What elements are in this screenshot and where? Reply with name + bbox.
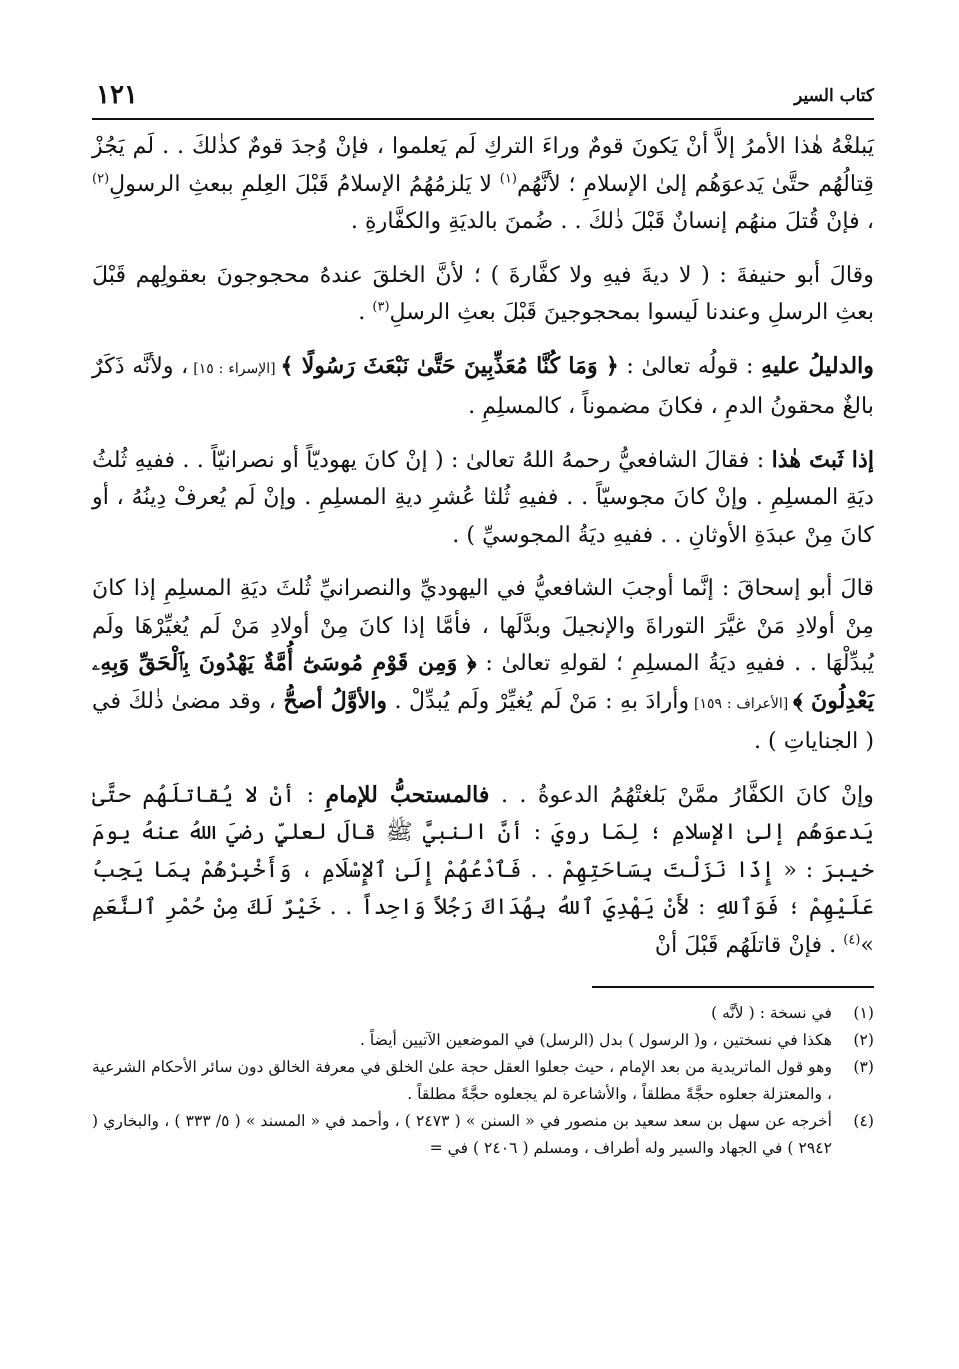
footnote-number: (٤) — [853, 1112, 874, 1130]
bold-ruling: والأوَّلُ أصحُّ — [283, 687, 388, 714]
footnote-ref-2[interactable]: (٢) — [92, 171, 110, 187]
footnote-text: هكذا في نسختين ، و( الرسول ) بدل (الرسل) في الموضعين الآتيين أيضاً . — [360, 1031, 832, 1049]
text: . فإنْ قاتلَهُم قَبْلَ أنْ — [654, 931, 844, 958]
paragraph-6 — [92, 777, 874, 965]
footnote-text: أخرجه عن سهل بن سعد سعيد بن منصور في « السنن » ( ٢٤٧٣ ) ، وأحمد في « المسند » ( ٥/ ٣٣٣ ) ، والبخاري ( ٢٩٤٢ ) في الجهاد والسير وله أطراف ، ومسلم ( ٢٤٠٦ ) في = — [92, 1112, 833, 1157]
footnote-3 — [92, 1054, 874, 1108]
verse-citation: [الإسراء : ١٥] — [188, 360, 281, 377]
footnote-ref-4[interactable]: (٤) — [843, 932, 861, 948]
footnote-2 — [92, 1027, 874, 1054]
text: يَبلغْهُ هٰذا الأمرُ إلاَّ أنْ يَكونَ قومٌ وراءَ التركِ لَم يَعلموا ، فإنْ وُجدَ قومٌ كذٰلكَ . . لَم يَجُزْ قِتالُهُم حتَّىٰ يَدعوَهُم إلىٰ الإسلامِ ؛ لأنَّهُم — [92, 133, 874, 197]
footnote-4 — [92, 1108, 874, 1162]
paragraph-2 — [92, 257, 874, 332]
footnote-text: في نسخة : ( لأنَّه ) — [711, 1004, 832, 1022]
quran-verse: ﴿ وَمَا كُنَّا مُعَذِّبِينَ حَتَّىٰ نَبْعَثَ رَسُولًا ﴾ — [280, 352, 619, 379]
text: وإنْ كانَ الكفَّارُ ممَّنْ بَلغتْهُمُ الدعوةُ . . — [489, 781, 874, 808]
text: لا يَلزمُهُمُ الإسلامُ قَبْلَ العِلمِ ببعثِ الرسولِ — [109, 170, 500, 197]
footnotes — [92, 1000, 874, 1162]
footnote-ref-3[interactable]: (٣) — [372, 299, 390, 315]
book-page — [92, 78, 874, 1162]
text: : قولُه تعالىٰ : — [618, 352, 762, 379]
bold-lead: والدليلُ عليهِ — [761, 352, 874, 379]
bold-ruling: فالمستحبُّ للإمامِ — [325, 781, 490, 808]
paragraph-1 — [92, 128, 874, 241]
quran-verse: ﴿ وَمِن قَوْمِ مُوسَىٰٓ أُمَّةٌ يَهْدُونَ بِٱلْحَقِّ وَبِهِۦ يَعْدِلُونَ ﴾ — [92, 650, 874, 714]
page-header — [92, 78, 874, 120]
footnote-number: (٢) — [853, 1031, 874, 1049]
footnote-number: (٣) — [853, 1058, 874, 1076]
page-number: ١٢١ — [96, 80, 138, 110]
book-title: كتاب السير — [794, 86, 874, 106]
text: ، ولأنَّه ذَكَرٌ بالغٌ محقونُ الدمِ ، فكانَ مضموناً ، كالمسلِمِ . — [92, 352, 874, 419]
paragraph-4 — [92, 442, 874, 555]
text: وقالَ أبو حنيفةَ : ( لا ديةَ فيهِ ولا كفَّارةَ ) ؛ لأنَّ الخلقَ عندهُ محجوجونَ بعقولِهم قَبْلَ بعثِ الرسلِ وعندنا لَيسوا بمحجوجينَ قَبْلَ بعثِ الرسلِ — [92, 261, 874, 325]
text: : فقالَ الشافعيُّ رحمهُ اللهُ تعالىٰ : ( إنْ كانَ يهوديّاً أو نصرانيّاً . . ففيهِ ثُلثُ ديَةِ المسلِمِ . وإنْ كانَ مجوسيّاً . . ففيهِ ثُلثا عُشرِ ديةِ المسلِمِ . وإنْ لَم يُعرفْ دِينُهُ ، أو كانَ مِنْ عبدَةِ الأوثانِ . . ففيهِ ديَةُ المجوسيِّ ) . — [92, 446, 874, 548]
text: ، وقد مضىٰ ذٰلكَ في ( الجناياتِ ) . — [92, 687, 874, 754]
text: : أنْ لا يُقاتلَهُم حتَّىٰ يَدعوَهُم إلىٰ الإسلامِ ؛ لِمَا رويَ : أنَّ النبيَّ ﷺ قالَ لعليٍّ رضيَ اللهُ عنهُ يومَ خيبرَ : « إِذَا نَزَلْتَ بِسَاحَتِهِمْ . . فَٱدْعُهُمْ إِلَىٰ ٱلإِسْلَامِ ، وَأَخْبِرْهُمْ بِمَا يَجِبُ عَلَيْهِمْ ؛ فَوَٱللهِ : لأَنْ يَهْدِيَ ٱللهُ بِهُدَاكَ رَجُلاً وَاحِداً . . خَيْرٌ لَكَ مِنْ حُمْرِ ٱلنَّعَمِ » — [92, 781, 874, 958]
footnote-ref-1[interactable]: (١) — [499, 171, 517, 187]
paragraph-5 — [92, 570, 874, 761]
main-text — [92, 128, 874, 964]
text: وأرادَ بهِ : مَنْ لَم يُغيِّرْ ولَم يُبدِّلْ . — [387, 687, 690, 714]
footnote-separator — [592, 986, 874, 988]
footnote-1 — [92, 1000, 874, 1027]
footnote-number: (١) — [853, 1004, 874, 1022]
footnote-text: وهو قول الماتريدية من بعد الإمام ، حيث جعلوا العقل حجة علىٰ الخلق في معرفة الخالق دون سائر الأحكام الشرعية ، والمعتزلة جعلوه حجَّةً مطلقاً ، والأشاعرة لم يجعلوه حجَّةً مطلقاً . — [92, 1058, 832, 1103]
verse-citation: [الأعراف : ١٥٩] — [689, 695, 794, 712]
text: ، فإنْ قُتلَ منهُم إنسانٌ قَبْلَ ذٰلكَ . . ضُمنَ بالديَةِ والكفَّارةِ . — [350, 208, 874, 234]
text: قالَ أبو إسحاقَ : إنَّما أوجبَ الشافعيُّ في اليهوديِّ والنصرانيِّ ثُلثَ ديَةِ المسلِمِ إذا كانَ مِنْ أولادِ مَنْ غيَّرَ التوراةَ والإنجيلَ وبدَّلَها ، فأمَّا إذا كانَ مِنْ أولادِ مَنْ لَم يُغيِّرْهَا ولَم يُبدِّلْهَا . . ففيهِ ديَةُ المسلِمِ ؛ لقولهِ تعالىٰ : — [92, 575, 875, 676]
text: . — [358, 299, 373, 325]
paragraph-3 — [92, 348, 874, 426]
bold-lead: إذا ثَبتَ هٰذا — [771, 446, 874, 473]
